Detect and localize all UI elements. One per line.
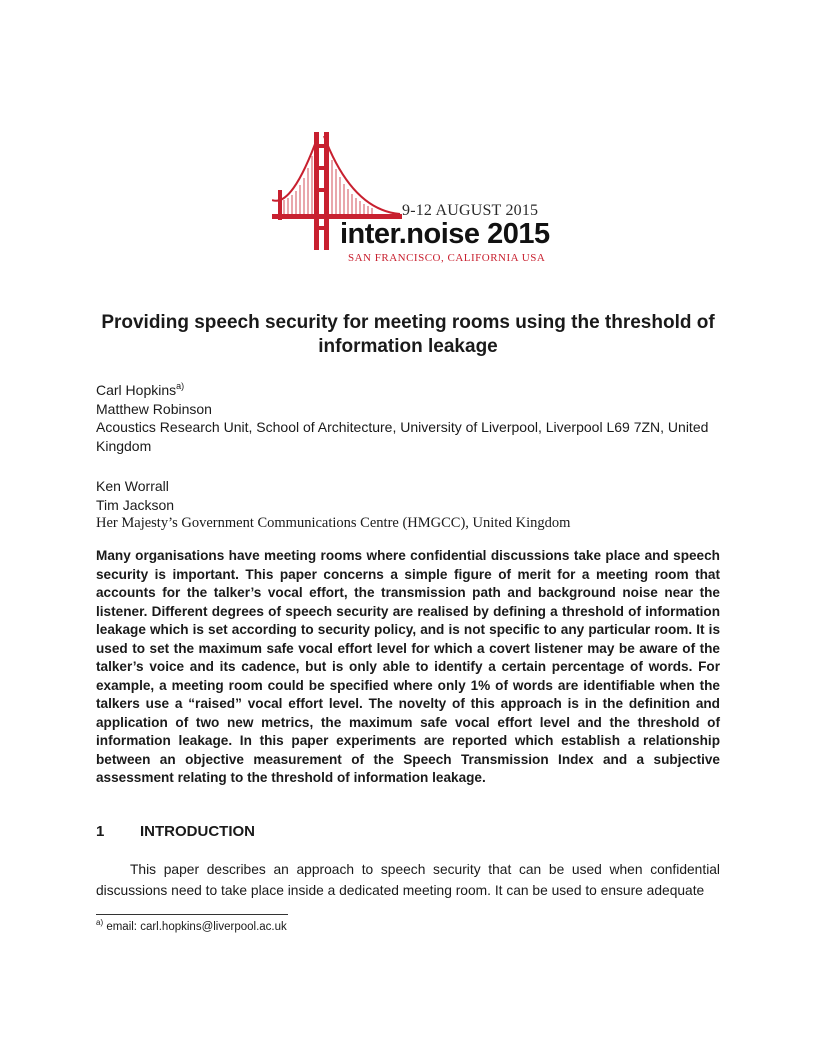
- author-name: Carl Hopkins: [96, 382, 177, 398]
- conference-name: inter.noise 2015: [340, 218, 550, 250]
- footnote-mark: a): [96, 918, 104, 927]
- body-paragraph: This paper describes an approach to speech security that can be used when confidential discussions need to take place inside a dedicated meeting room. It can be used to ensure adequate: [96, 862, 720, 898]
- author-group-2: [96, 477, 726, 533]
- author-name: Matthew Robinson: [96, 400, 212, 417]
- footnote-text: email: carl.hopkins@liverpool.ac.uk: [106, 921, 287, 933]
- conference-logo: [272, 130, 548, 270]
- section-title: INTRODUCTION: [140, 823, 255, 840]
- conference-date: 9-12 AUGUST 2015: [402, 202, 539, 219]
- author-affiliation: Acoustics Research Unit, School of Architecture, University of Liverpool, Liverpool L69 7ZN, United Kingdom: [96, 419, 709, 454]
- author-name: Tim Jackson: [96, 496, 175, 513]
- section-heading: [96, 823, 255, 840]
- footnote-marker: a): [176, 381, 185, 391]
- author-name: Ken Worrall: [96, 478, 169, 494]
- conference-location: SAN FRANCISCO, CALIFORNIA USA: [348, 252, 546, 264]
- author-group-1: [96, 381, 726, 455]
- abstract: Many organisations have meeting rooms where confidential discussions take place and speech security is important. This paper concerns a simple figure of merit for a meeting room that accounts for the talker’s vocal effort, the transmission path and background noise near the listener. Different degrees of speech security are realised by defining a threshold of information leakage which is set according to security policy, and is not specific to any particular room. It is used to set the maximum safe vocal effort level for which a covert listener may be aware of the talker’s voice and its cadence, but is only able to identify a certain percentage of words. For example, a meeting room could be specified where only 1% of words are identifiable when the talkers use a “raised” vocal effort level. The novelty of this approach is in the definition and application of two new metrics, the maximum safe vocal effort level and the threshold of information leakage. In this paper experiments are reported which establish a relationship between an objective measurement of the Speech Transmission Index and a subjective assessment relating to the threshold of information leakage.: [96, 548, 720, 785]
- footnote-divider: [96, 914, 288, 915]
- paper-title: Providing speech security for meeting rooms using the threshold of information leakage: [101, 312, 715, 357]
- footnote: [96, 918, 287, 933]
- author-affiliation: Her Majesty’s Government Communications Centre (HMGCC), United Kingdom: [96, 515, 571, 531]
- section-number: 1: [96, 823, 105, 840]
